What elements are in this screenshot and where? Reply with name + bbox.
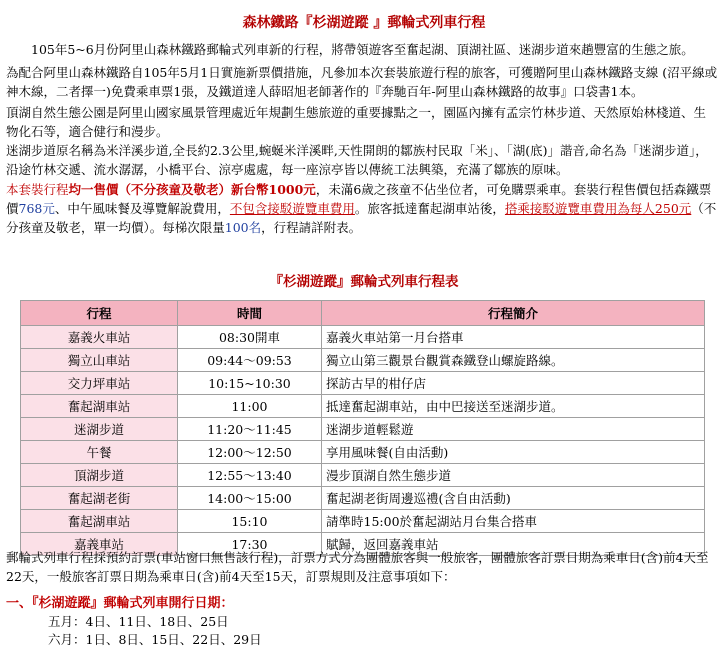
- header-itinerary: 行程: [21, 301, 178, 326]
- table-row: [21, 418, 705, 441]
- table-row: [21, 372, 705, 395]
- table-row: [21, 510, 705, 533]
- intro-paragraph-2: 為配合阿里山森林鐵路自105年5月1日實施新票價措施，凡參加本次套裝旅遊行程的旅客，可獲贈阿里山森林鐵路支線 (沼平線或神木線，二者擇一)免費乘車票1張，及鐵道達人薛昭旭老師著作的『奔馳百年-阿里山森林鐵路的故事』口袋書1本。: [6, 65, 718, 99]
- intro-paragraph-5: [6, 180, 718, 237]
- stop-time: 08:30開車: [178, 326, 322, 349]
- rail-fare: 768元: [18, 201, 55, 216]
- stop-time: 10:15~10:30: [178, 372, 322, 395]
- table-row: [21, 487, 705, 510]
- stop-name: 午餐: [21, 441, 178, 464]
- stop-name: 嘉義火車站: [21, 326, 178, 349]
- table-row: [21, 326, 705, 349]
- price-text-3: 。旅客抵達奮起湖車站後，: [354, 201, 505, 216]
- stop-name: 奮起湖車站: [21, 395, 178, 418]
- stop-name: 頂湖步道: [21, 464, 178, 487]
- stop-description: 請準時15:00於奮起湖站月台集合搭車: [322, 510, 705, 533]
- price-highlight: 均一售價（不分孩童及敬老）新台幣1000元: [68, 182, 316, 197]
- table-row: [21, 349, 705, 372]
- schedule-table: [20, 300, 705, 556]
- price-lead: 本套裝行程: [6, 182, 69, 197]
- header-description: 行程簡介: [322, 301, 705, 326]
- schedule-title: 『杉湖遊蹤』郵輪式列車行程表: [269, 274, 459, 290]
- bus-exclusion: 不包含接駁遊覽車費用: [229, 201, 355, 216]
- stop-name: 獨立山車站: [21, 349, 178, 372]
- stop-name: 奮起湖車站: [21, 510, 178, 533]
- stop-description: 嘉義火車站第一月台搭車: [322, 326, 705, 349]
- intro-paragraph-1: 105年5~6月份阿里山森林鐵路郵輪式列車新的行程，將帶領遊客至奮起湖、頂湖社區、迷湖步道來趟豐富的生態之旅。: [31, 42, 694, 57]
- table-row: [21, 441, 705, 464]
- stop-time: 15:10: [178, 510, 322, 533]
- stop-description: 抵達奮起湖車站，由中巴接送至迷湖步道。: [322, 395, 705, 418]
- price-text-2: 、中午風味餐及導覽解說費用，: [54, 201, 230, 216]
- intro-paragraph-4: 迷湖步道原名稱為米洋溪步道,全長約2.3公里,蜿蜒米洋溪畔,天性開朗的鄒族村民取「米」、「湖(底)」諧音,命名為「迷湖步道」，沿途竹林交遞、流水潺潺，小橋平台、涼亭處處，每一座涼亭皆以傳統工法興築，充滿了鄒族的原味。: [6, 143, 708, 177]
- stop-name: 奮起湖老街: [21, 487, 178, 510]
- stop-name: 交力坪車站: [21, 372, 178, 395]
- section-heading-dates: 一、『杉湖遊蹤』郵輪式列車開行日期：: [6, 596, 234, 611]
- intro-paragraph-3: 頂湖自然生態公園是阿里山國家風景管理處近年規劃生態旅遊的重要據點之一，園區內擁有孟宗竹林步道、天然原始林棧道、生物化石等，適合健行和漫步。: [6, 105, 707, 139]
- stop-time: 12:00～12:50: [178, 441, 322, 464]
- price-text-4: （不分孩童及敬老，單一均價）。每梯次限量: [6, 201, 717, 235]
- june-dates: 六月：1日、8日、15日、22日、29日: [48, 632, 262, 647]
- stop-name: 迷湖步道: [21, 418, 178, 441]
- may-dates: 五月：4日、11日、18日、25日: [48, 614, 229, 629]
- stop-time: 11:20～11:45: [178, 418, 322, 441]
- table-row: [21, 395, 705, 418]
- stop-time: 14:00～15:00: [178, 487, 322, 510]
- stop-time: 17:30: [178, 533, 322, 556]
- booking-info: 郵輪式列車行程採預約訂票(車站窗口無售該行程)，訂票方式分為團體旅客與一般旅客，團體旅客訂票日期為乘車日(含)前4天至22天，一般旅客訂票日期為乘車日(含)前4天至15天，訂票規則及注意事項如下：: [6, 550, 709, 584]
- schedule-header-row: [21, 301, 705, 326]
- page-title: 森林鐵路『杉湖遊蹤 』郵輪式列車行程: [242, 15, 486, 31]
- stop-description: 漫步頂湖自然生態步道: [322, 464, 705, 487]
- stop-time: 11:00: [178, 395, 322, 418]
- stop-description: 享用風味餐(自由活動): [322, 441, 705, 464]
- stop-description: 奮起湖老街周邊巡禮(含自由活動): [322, 487, 705, 510]
- stop-description: 迷湖步道輕鬆遊: [322, 418, 705, 441]
- quota: 100名: [224, 220, 262, 235]
- price-text-5: ，行程請詳附表。: [261, 220, 362, 235]
- stop-description: 賦歸，返回嘉義車站: [322, 533, 705, 556]
- stop-time: 09:44～09:53: [178, 349, 322, 372]
- stop-name: 嘉義車站: [21, 533, 178, 556]
- bus-fee: 搭乘接駁遊覽車費用為每人250元: [504, 201, 692, 216]
- table-row: [21, 464, 705, 487]
- header-time: 時間: [178, 301, 322, 326]
- stop-description: 獨立山第三觀景台觀賞森鐵登山螺旋路線。: [322, 349, 705, 372]
- stop-time: 12:55～13:40: [178, 464, 322, 487]
- price-text-1: ，未滿6歲之孩童不佔坐位者，可免購票乘車。套裝行程售價包括森鐵票價: [6, 182, 712, 216]
- stop-description: 探訪古早的柑仔店: [322, 372, 705, 395]
